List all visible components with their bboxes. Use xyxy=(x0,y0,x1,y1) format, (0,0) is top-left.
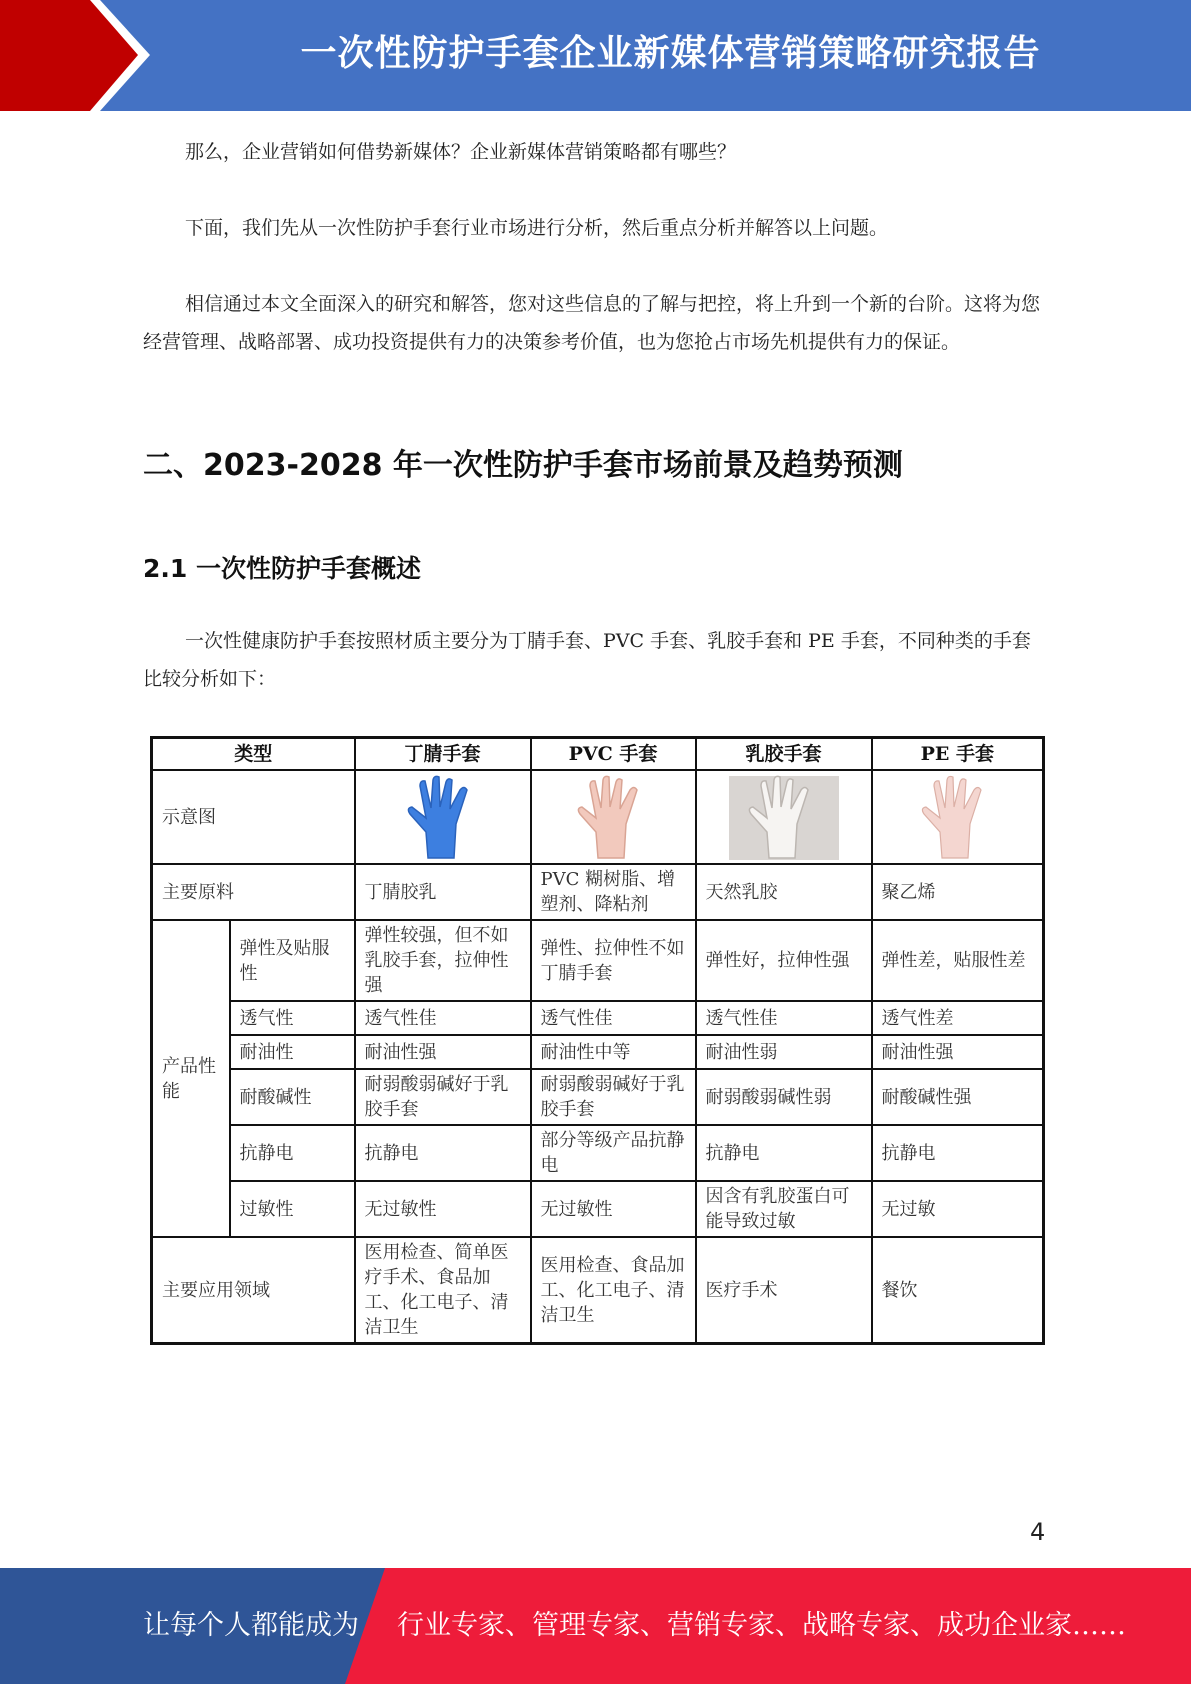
table-cell: 耐弱酸弱碱好于乳胶手套 xyxy=(531,1069,696,1125)
table-row xyxy=(152,1035,1044,1069)
pvc-glove-image xyxy=(531,770,696,864)
glove-icon xyxy=(902,774,1012,860)
table-cell: 无过敏性 xyxy=(531,1181,696,1237)
table-cell: 医疗手术 xyxy=(696,1237,872,1344)
row-label-image: 示意图 xyxy=(152,770,355,864)
footer-slogan-right: 行业专家、管理专家、营销专家、战略专家、成功企业家…… xyxy=(397,1610,1126,1641)
table-row xyxy=(152,1181,1044,1237)
table-cell: 透气性佳 xyxy=(355,1001,531,1035)
table-cell: PVC 糊树脂、增塑剂、降粘剂 xyxy=(531,864,696,920)
table-cell: 耐油性中等 xyxy=(531,1035,696,1069)
footer-banner xyxy=(0,1568,1191,1684)
glove-icon xyxy=(729,774,839,860)
table-cell: 透气性佳 xyxy=(696,1001,872,1035)
table-cell: 弹性、拉伸性不如丁腈手套 xyxy=(531,920,696,1001)
table-cell: 弹性较强，但不如乳胶手套，拉伸性强 xyxy=(355,920,531,1001)
header-banner xyxy=(0,0,1191,111)
table-image-row xyxy=(152,770,1044,864)
intro-paragraph-3: 相信通过本文全面深入的研究和解答，您对这些信息的了解与把控，将上升到一个新的台阶。这将为您经营管理、战略部署、成功投资提供有力的决策参考价值，也为您抢占市场先机提供有力的保证。 xyxy=(143,293,1041,353)
table-cell: 抗静电 xyxy=(355,1125,531,1181)
table-header-row xyxy=(152,738,1044,771)
table-cell: 因含有乳胶蛋白可能导致过敏 xyxy=(696,1181,872,1237)
table-cell: 丁腈胶乳 xyxy=(355,864,531,920)
glove-icon xyxy=(398,774,488,860)
intro-paragraph-1: 那么，企业营销如何借势新媒体？企业新媒体营销策略都有哪些？ xyxy=(185,141,737,163)
table-row xyxy=(152,920,1044,1001)
header-pe: PE 手套 xyxy=(872,738,1044,771)
table-cell: 餐饮 xyxy=(872,1237,1044,1344)
pe-glove-image xyxy=(872,770,1044,864)
glove-comparison-table xyxy=(150,736,1045,1345)
table-cell: 医用检查、简单医疗手术、食品加工、化工电子、清洁卫生 xyxy=(355,1237,531,1344)
table-cell: 抗静电 xyxy=(872,1125,1044,1181)
subsection-heading: 2.1 一次性防护手套概述 xyxy=(143,554,421,583)
row-label: 过敏性 xyxy=(230,1181,355,1237)
table-row xyxy=(152,1001,1044,1035)
intro-paragraph-2: 下面，我们先从一次性防护手套行业市场进行分析，然后重点分析并解答以上问题。 xyxy=(185,217,889,239)
section-paragraph: 一次性健康防护手套按照材质主要分为丁腈手套、PVC 手套、乳胶手套和 PE 手套，不同种类的手套比较分析如下： xyxy=(143,630,1031,690)
table-cell: 部分等级产品抗静电 xyxy=(531,1125,696,1181)
section-heading: 二、2023-2028 年一次性防护手套市场前景及趋势预测 xyxy=(143,448,903,483)
table-row xyxy=(152,1237,1044,1344)
row-label-raw-material: 主要原料 xyxy=(152,864,355,920)
row-label: 耐油性 xyxy=(230,1035,355,1069)
latex-glove-image xyxy=(696,770,872,864)
table-row xyxy=(152,1069,1044,1125)
table-cell: 医用检查、食品加工、化工电子、清洁卫生 xyxy=(531,1237,696,1344)
table-row xyxy=(152,1125,1044,1181)
glove-icon xyxy=(568,774,658,860)
table-cell: 耐酸碱性强 xyxy=(872,1069,1044,1125)
header-latex: 乳胶手套 xyxy=(696,738,872,771)
table-cell: 弹性差，贴服性差 xyxy=(872,920,1044,1001)
table-cell: 透气性佳 xyxy=(531,1001,696,1035)
table-cell: 透气性差 xyxy=(872,1001,1044,1035)
header-nitrile: 丁腈手套 xyxy=(355,738,531,771)
row-group-performance: 产品性能 xyxy=(152,920,230,1237)
row-label-application: 主要应用领域 xyxy=(152,1237,355,1344)
table-cell: 无过敏 xyxy=(872,1181,1044,1237)
row-label: 耐酸碱性 xyxy=(230,1069,355,1125)
nitrile-glove-image xyxy=(355,770,531,864)
table-cell: 无过敏性 xyxy=(355,1181,531,1237)
row-label: 抗静电 xyxy=(230,1125,355,1181)
footer-slogan-left: 让每个人都能成为 xyxy=(143,1610,359,1641)
table-cell: 聚乙烯 xyxy=(872,864,1044,920)
table-cell: 耐弱酸弱碱性弱 xyxy=(696,1069,872,1125)
header-type: 类型 xyxy=(152,738,355,771)
table-cell: 弹性好，拉伸性强 xyxy=(696,920,872,1001)
table-cell: 抗静电 xyxy=(696,1125,872,1181)
page-number: 4 xyxy=(1030,1518,1046,1546)
table-cell: 耐油性强 xyxy=(872,1035,1044,1069)
table-cell: 耐油性强 xyxy=(355,1035,531,1069)
table-cell: 耐油性弱 xyxy=(696,1035,872,1069)
table-cell: 耐弱酸弱碱好于乳胶手套 xyxy=(355,1069,531,1125)
report-title: 一次性防护手套企业新媒体营销策略研究报告 xyxy=(300,33,1041,74)
table-cell: 天然乳胶 xyxy=(696,864,872,920)
row-label: 透气性 xyxy=(230,1001,355,1035)
table-row xyxy=(152,864,1044,920)
row-label: 弹性及贴服性 xyxy=(230,920,355,1001)
header-pvc: PVC 手套 xyxy=(531,738,696,771)
